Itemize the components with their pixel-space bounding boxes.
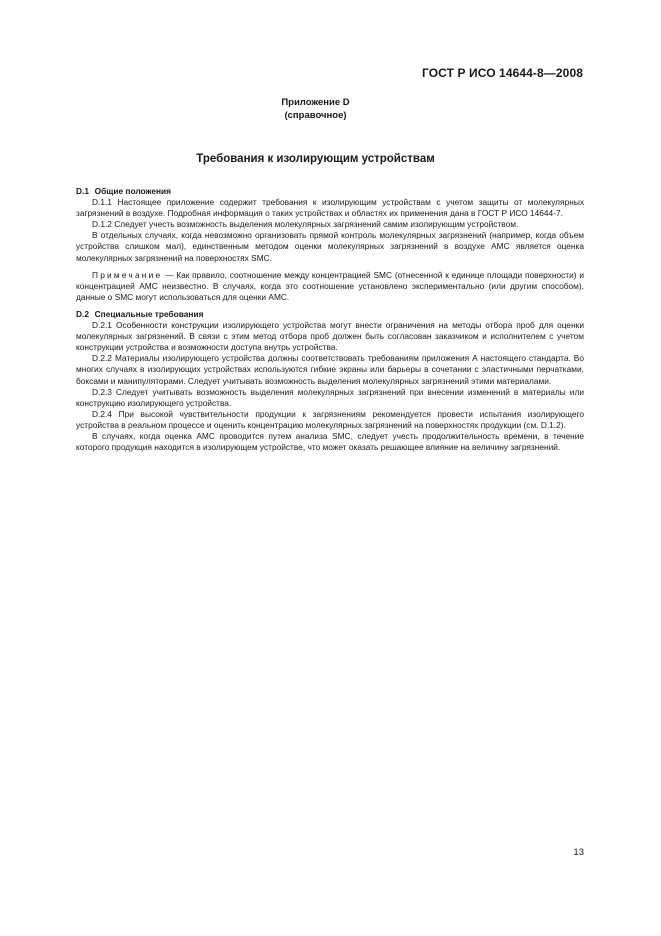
section-number: D.1: [76, 186, 89, 196]
standard-code-header: ГОСТ Р ИСО 14644-8—2008: [421, 66, 583, 80]
section-title: Специальные требования: [94, 308, 204, 319]
note-text: — Как правило, соотношение между концентрацией SMC (отнесенной к единице площади поверхности) и концентрацией АМС неизвестно. В случаях, когда это соотношение установлено экспериментально (или другим способом), данные о SMC могут использоваться для оценки АМС.: [76, 269, 584, 302]
paragraph: D.2.2 Материалы изолирующего устройства должны соответствовать требованиям приложения А настоящего стандарта. Во многих случаях в изолирующих устройствах используются гибкие экраны или барьеры в сочетании с эластичными перчатками, боксами и манипуляторами. Следует учитывать возможность выделения молекулярных загрязнений этими материалами.: [76, 353, 584, 386]
paragraph: D.1.1 Настоящее приложение содержит требования к изолирующим устройствам с учетом защиты от молекулярных загрязнений в воздухе. Подробная информация о таких устройствах и областях их применения дана в ГОСТ Р ИСО 14644-7.: [76, 197, 584, 219]
paragraph: В случаях, когда оценка АМС проводится путем анализа SMC, следует учесть продолжительность времени, в течение которого продукция находится в изолирующем устройстве, что может оказать решающее влияние на величину загрязнений.: [76, 430, 584, 453]
paragraph: D.2.3 Следует учитывать возможность выделения молекулярных загрязнений при внесении изменений в материалы или конструкцию изолирующего устройства.: [76, 386, 584, 408]
paragraph: D.2.1 Особенности конструкции изолирующего устройства могут внести ограничения на методы отбора проб для оценки молекулярных загрязнений. В связи с этим метод отбора проб должен быть согласован заказчиком и исполнителем с учетом конструкции устройства и возможности доступа внутрь устройства.: [76, 320, 584, 353]
annex-label: Приложение D: [281, 97, 350, 108]
page-title: Требования к изолирующим устройствам: [196, 153, 435, 165]
note-paragraph: [76, 270, 584, 303]
section-number: D.2: [76, 308, 89, 319]
note-label: Примечание: [92, 269, 163, 280]
section-heading-d2: [76, 309, 584, 320]
paragraph: D.1.2 Следует учесть возможность выделения молекулярных загрязнений самим изолирующим устройством.: [92, 219, 519, 230]
section-heading-d1: [76, 186, 584, 197]
document-body: [76, 186, 584, 453]
section-title: Общие положения: [94, 186, 172, 196]
page-number: 13: [573, 847, 584, 858]
paragraph: D.2.4 При высокой чувствительности продукции к загрязнениям рекомендуется провести испытания изолирующего устройства в реальном процессе и оценить концентрацию молекулярных загрязнений на поверхностях продукции (см. D.1.2).: [76, 408, 584, 430]
paragraph: В отдельных случаях, когда невозможно организовать прямой контроль молекулярных загрязнений (например, когда объем устройства слишком мал), единственным методом оценки молекулярных загрязнений в воздухе АМС является оценка молекулярных загрязнений на поверхностях SMC.: [76, 230, 584, 263]
annex-type: (справочное): [284, 110, 347, 121]
annex-heading: [0, 96, 631, 122]
